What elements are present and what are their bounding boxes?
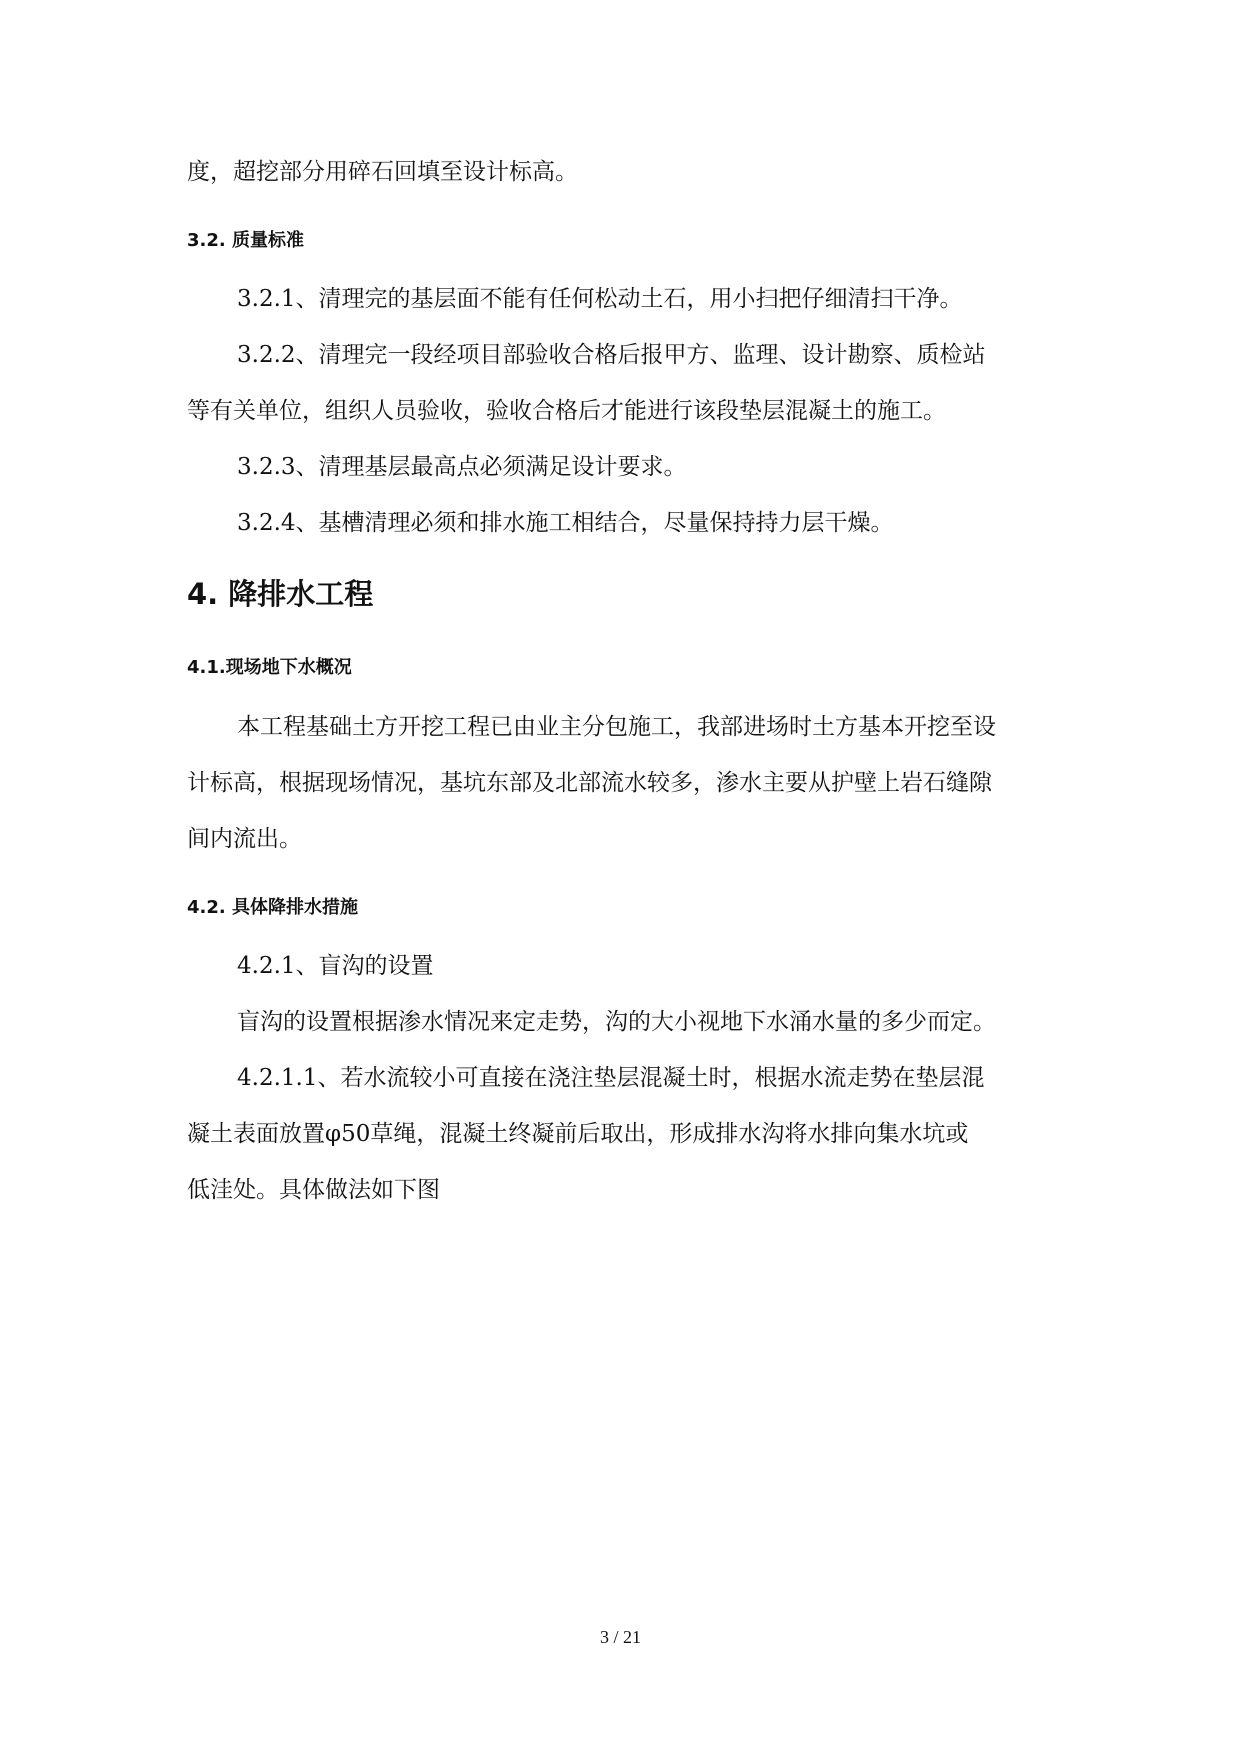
paragraph-line: 4.2.1.1、若水流较小可直接在浇注垫层混凝土时，根据水流走势在垫层混 <box>237 1065 985 1091</box>
paragraph-line: 低洼处。具体做法如下图 <box>187 1177 440 1203</box>
paragraph-line: 3.2.2、清理完一段经项目部验收合格后报甲方、监理、设计勘察、质检站 <box>237 342 986 368</box>
paragraph-line: 本工程基础土方开挖工程已由业主分包施工，我部进场时土方基本开挖至设 <box>237 714 996 740</box>
paragraph-line: 3.2.1、清理完的基层面不能有任何松动土石，用小扫把仔细清扫干净。 <box>237 286 963 312</box>
page-number: 3 / 21 <box>599 1627 641 1647</box>
paragraph-line: 等有关单位，组织人员验收，验收合格后才能进行该段垫层混凝土的施工。 <box>187 398 946 424</box>
paragraph-line: 3.2.4、基槽清理必须和排水施工相结合，尽量保持持力层干燥。 <box>237 510 894 536</box>
paragraph-line: 度，超挖部分用碎石回填至设计标高。 <box>187 159 578 185</box>
paragraph-line: 凝土表面放置φ50草绳，混凝土终凝前后取出，形成排水沟将水排向集水坑或 <box>187 1121 969 1147</box>
paragraph-line: 盲沟的设置根据渗水情况来定走势，沟的大小视地下水涌水量的多少而定。 <box>237 1009 996 1035</box>
section-heading-4-1: 4.1.现场地下水概况 <box>187 657 352 678</box>
section-heading-4-2: 4.2. 具体降排水措施 <box>187 897 358 918</box>
paragraph-line: 计标高，根据现场情况，基坑东部及北部流水较多，渗水主要从护壁上岩石缝隙 <box>187 770 992 796</box>
paragraph-line: 4.2.1、盲沟的设置 <box>237 953 434 979</box>
paragraph-line: 间内流出。 <box>187 826 302 852</box>
chapter-heading-4: 4. 降排水工程 <box>187 577 374 611</box>
paragraph-line: 3.2.3、清理基层最高点必须满足设计要求。 <box>237 454 687 480</box>
section-heading-3-2: 3.2. 质量标准 <box>187 230 304 251</box>
